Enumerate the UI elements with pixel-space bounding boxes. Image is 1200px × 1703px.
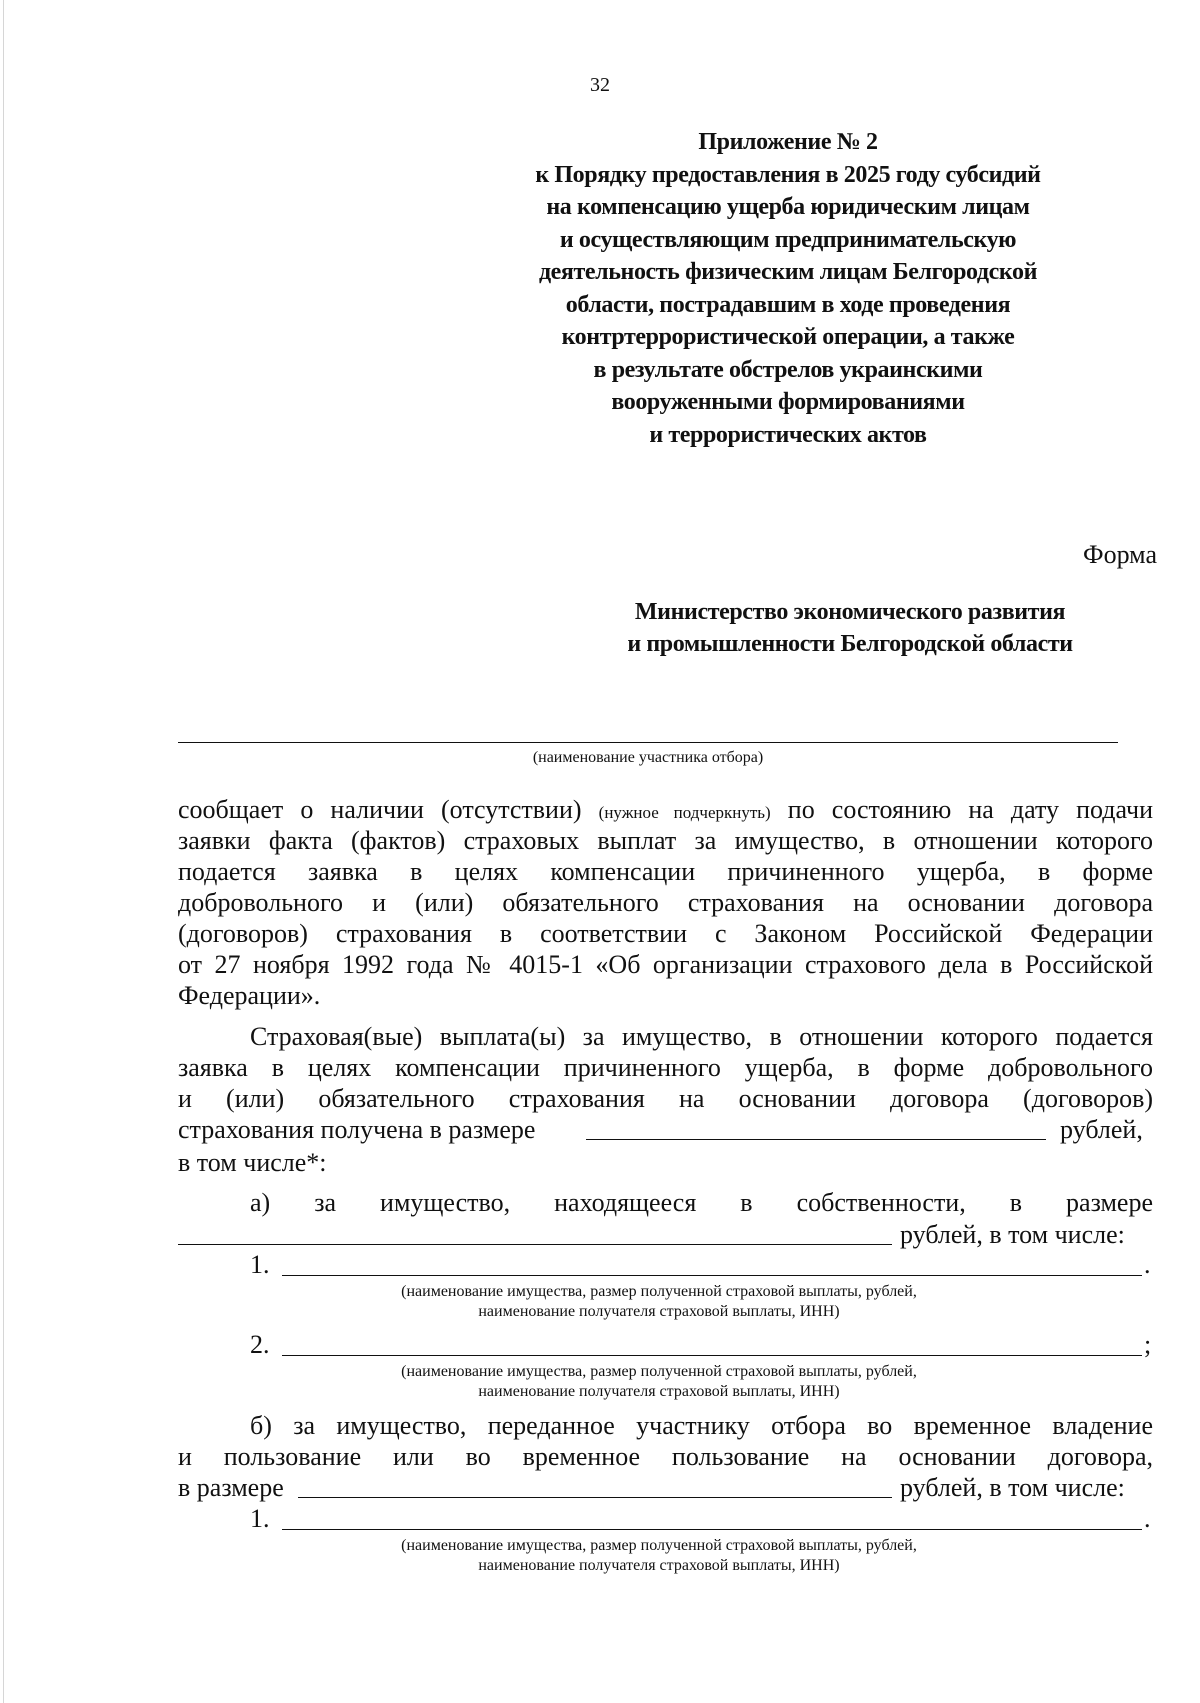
appendix-line: и террористических актов [649,421,927,448]
appendix-line: и осуществляющим предпринимательскую [559,226,1017,253]
item-b-sub1-field[interactable] [282,1529,1142,1530]
paragraph-1-line-5: (договоров) страхования в соответствии с Законом Российской Федерации [178,919,1153,948]
paragraph-2-line-4 [178,1115,535,1145]
item-a-line-2-end: рублей, в том числе: [900,1220,1125,1249]
appendix-line: области, пострадавшим в ходе проведения [565,291,1011,318]
item-b-line-3-start: в размере [178,1473,284,1502]
paragraph-2-line-1: Страховая(вые) выплата(ы) за имущество, в отношении которого подается [250,1022,1153,1051]
item-b-sub1-end: . [1144,1504,1151,1533]
ministry-line-1: Министерство экономического развития [634,599,1066,625]
appendix-line: в результате обстрелов украинскими [593,356,983,383]
paragraph-1-line-6: от 27 ноября 1992 года № 4015-1 «Об организации страхового дела в Российской [178,950,1153,979]
item-b-amount-field[interactable] [298,1497,892,1498]
paragraph-2-line-3: и (или) обязательного страхования на основании договора (договоров) [178,1084,1153,1113]
ministry-title [570,596,1130,660]
item-a-amount-field[interactable] [178,1244,892,1245]
paragraph-1-line-2: заявки факта (фактов) страховых выплат за имущество, в отношении которого [178,826,1153,855]
property-caption-line-2: наименование получателя страховой выплаты, ИНН) [478,1557,840,1574]
property-caption-line-1: (наименование имущества, размер полученной страховой выплаты, рублей, [401,1283,917,1300]
paragraph-1-line-4: добровольного и (или) обязательного страхования на основании договора [178,888,1153,917]
item-b-line-3-end: рублей, в том числе: [900,1473,1125,1502]
paragraph-1-line-1 [178,795,1153,829]
form-label: Форма [1083,540,1157,569]
item-a-sub1-field[interactable] [282,1275,1142,1276]
property-caption-line-2: наименование получателя страховой выплаты, ИНН) [478,1303,840,1320]
scan-edge-line [3,0,4,1703]
paragraph-2-line-2: заявка в целях компенсации причиненного ущерба, в форме добровольного [178,1053,1153,1082]
item-a-sub2-field[interactable] [282,1355,1142,1356]
total-amount-field[interactable] [586,1139,1046,1140]
appendix-header [498,126,1078,451]
item-b-line-1: б) за имущество, переданное участнику отбора во временное владение [250,1411,1153,1440]
underline-note: (нужное подчеркнуть) [598,803,771,822]
property-caption-line-1: (наименование имущества, размер полученной страховой выплаты, рублей, [401,1363,917,1380]
item-a-line-1: а) за имущество, находящееся в собственности, в размере [250,1188,1153,1217]
appendix-line: к Порядку предоставления в 2025 году субсидий [535,161,1041,188]
property-caption-line-1: (наименование имущества, размер полученной страховой выплаты, рублей, [401,1537,917,1554]
paragraph-1-lead: сообщает о наличии (отсутствии) [178,795,582,824]
paragraph-1-line-3: подается заявка в целях компенсации причиненного ущерба, в форме [178,857,1153,886]
item-a-sub1-number: 1. [250,1250,270,1279]
appendix-line: Приложение № 2 [698,129,878,155]
item-b-sub1-number: 1. [250,1504,270,1533]
item-a-sub1-end: . [1144,1250,1151,1279]
appendix-line: на компенсацию ущерба юридическим лицам [546,194,1030,220]
property-caption-line-2: наименование получателя страховой выплаты, ИНН) [478,1383,840,1400]
property-caption [178,1362,1140,1402]
item-b-line-2: и пользование или во временное пользование на основании договора, [178,1442,1153,1471]
appendix-line: контртеррористической операции, а также [561,324,1015,350]
paragraph-1-line-1-rest: по состоянию на дату подачи [787,795,1154,824]
paragraph-2-line-4-start: страхования получена в размере [178,1115,536,1144]
item-a-sub2-number: 2. [250,1330,270,1359]
paragraph-2-line-4-end: рублей, [1060,1115,1143,1144]
property-caption [178,1536,1140,1576]
page-number: 32 [590,74,610,96]
participant-name-field[interactable] [178,742,1118,743]
property-caption [178,1282,1140,1322]
item-a-sub2-end: ; [1144,1330,1152,1359]
appendix-line: деятельность физическим лицам Белгородской [538,259,1038,285]
participant-caption: (наименование участника отбора) [532,749,764,766]
appendix-line: вооруженными формированиями [611,389,965,415]
paragraph-2-line-5: в том числе*: [178,1148,327,1177]
paragraph-1-line-7: Федерации». [178,981,321,1010]
ministry-line-2: и промышленности Белгородской области [627,631,1073,657]
